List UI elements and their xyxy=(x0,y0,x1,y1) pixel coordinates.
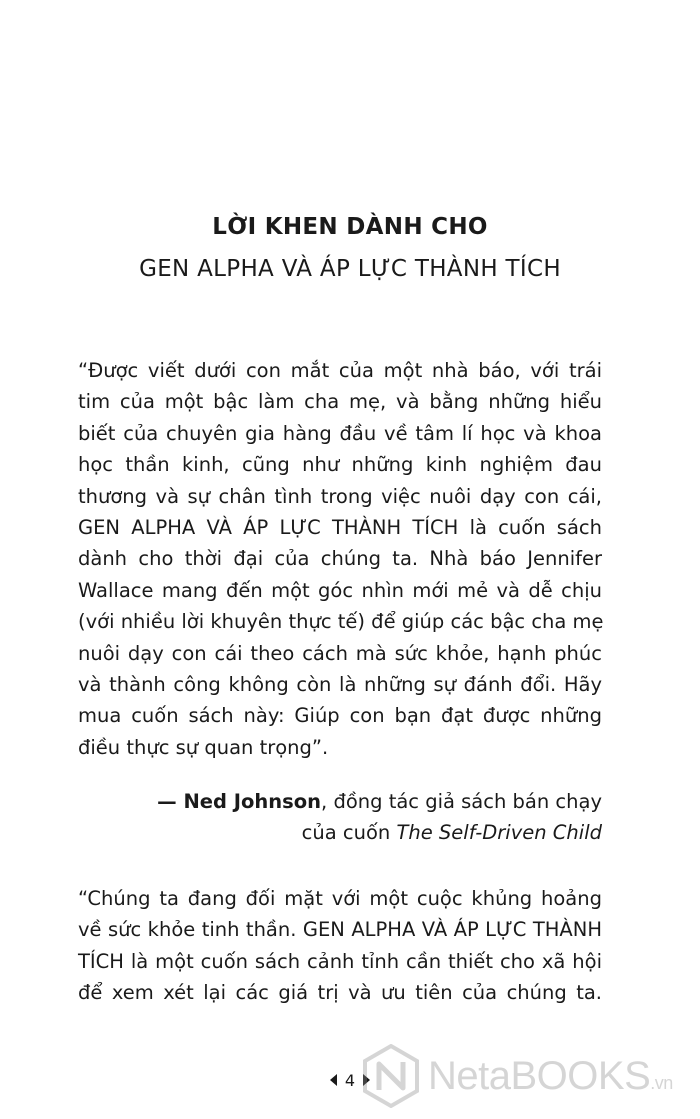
watermark-text xyxy=(428,1054,673,1099)
book-name: The Self-Driven Child xyxy=(396,821,602,845)
watermark-suffix: .vn xyxy=(650,1072,673,1093)
attribution-of: của cuốn xyxy=(301,821,397,845)
quote-line: GEN ALPHA VÀ ÁP LỰC THÀNH TÍCH là cuốn sách xyxy=(78,516,602,540)
quote-line: mua cuốn sách này: Giúp con bạn đạt được những xyxy=(78,704,602,728)
quote-line: (với nhiều lời khuyên thực tế) để giúp các bậc cha mẹ xyxy=(78,610,604,634)
quote-line: thương và sự chân tình trong việc nuôi dạy con cái, xyxy=(78,484,602,508)
praise-quote-2 xyxy=(78,883,602,1009)
quote-line: “Được viết dưới con mắt của một nhà báo, với trái xyxy=(78,359,602,382)
attribution-line-2 xyxy=(78,817,602,848)
quote-line: học thần kinh, cũng như những kinh nghiệm đau xyxy=(78,453,602,477)
watermark-brand: NetaBOOKS xyxy=(428,1053,651,1098)
page-heading: LỜI KHEN DÀNH CHO xyxy=(212,214,488,240)
author-name: — Ned Johnson xyxy=(157,790,322,813)
quote-line: về sức khỏe tinh thần. GEN ALPHA VÀ ÁP LỰC THÀNH xyxy=(78,918,602,942)
author-role: , đồng tác giả sách bán chạy xyxy=(321,790,602,813)
quote-line: điều thực sự quan trọng”. xyxy=(78,735,329,759)
quote-line: nuôi dạy con cái theo cách mà sức khỏe, hạnh phúc xyxy=(78,641,602,665)
quote-line: Wallace mang đến một góc nhìn mới mẻ và dễ chịu xyxy=(78,578,602,602)
netabooks-logo-icon xyxy=(362,1044,420,1108)
triangle-left-icon xyxy=(330,1074,337,1086)
praise-quote-1 xyxy=(78,355,602,763)
quote-line: và thành công không còn là những sự đánh đổi. Hãy xyxy=(78,673,602,697)
quote-line: để xem xét lại các giá trị và ưu tiên của chúng ta. xyxy=(78,981,602,1005)
watermark xyxy=(362,1040,692,1112)
quote-line: biết của chuyên gia hàng đầu về tâm lí học và khoa xyxy=(78,421,602,445)
quote-line: dành cho thời đại của chúng ta. Nhà báo Jennifer xyxy=(78,547,602,571)
quote-line: “Chúng ta đang đối mặt với một cuộc khủng hoảng xyxy=(78,887,602,910)
quote-line: tim của một bậc làm cha mẹ, và bằng những hiểu xyxy=(78,390,602,414)
book-title-heading: GEN ALPHA VÀ ÁP LỰC THÀNH TÍCH xyxy=(139,256,561,282)
attribution-line-1 xyxy=(78,786,602,817)
quote-attribution xyxy=(78,786,602,849)
quote-line: TÍCH là một cuốn sách cảnh tỉnh cần thiết cho xã hội xyxy=(78,949,602,973)
page-number: 4 xyxy=(344,1070,356,1090)
